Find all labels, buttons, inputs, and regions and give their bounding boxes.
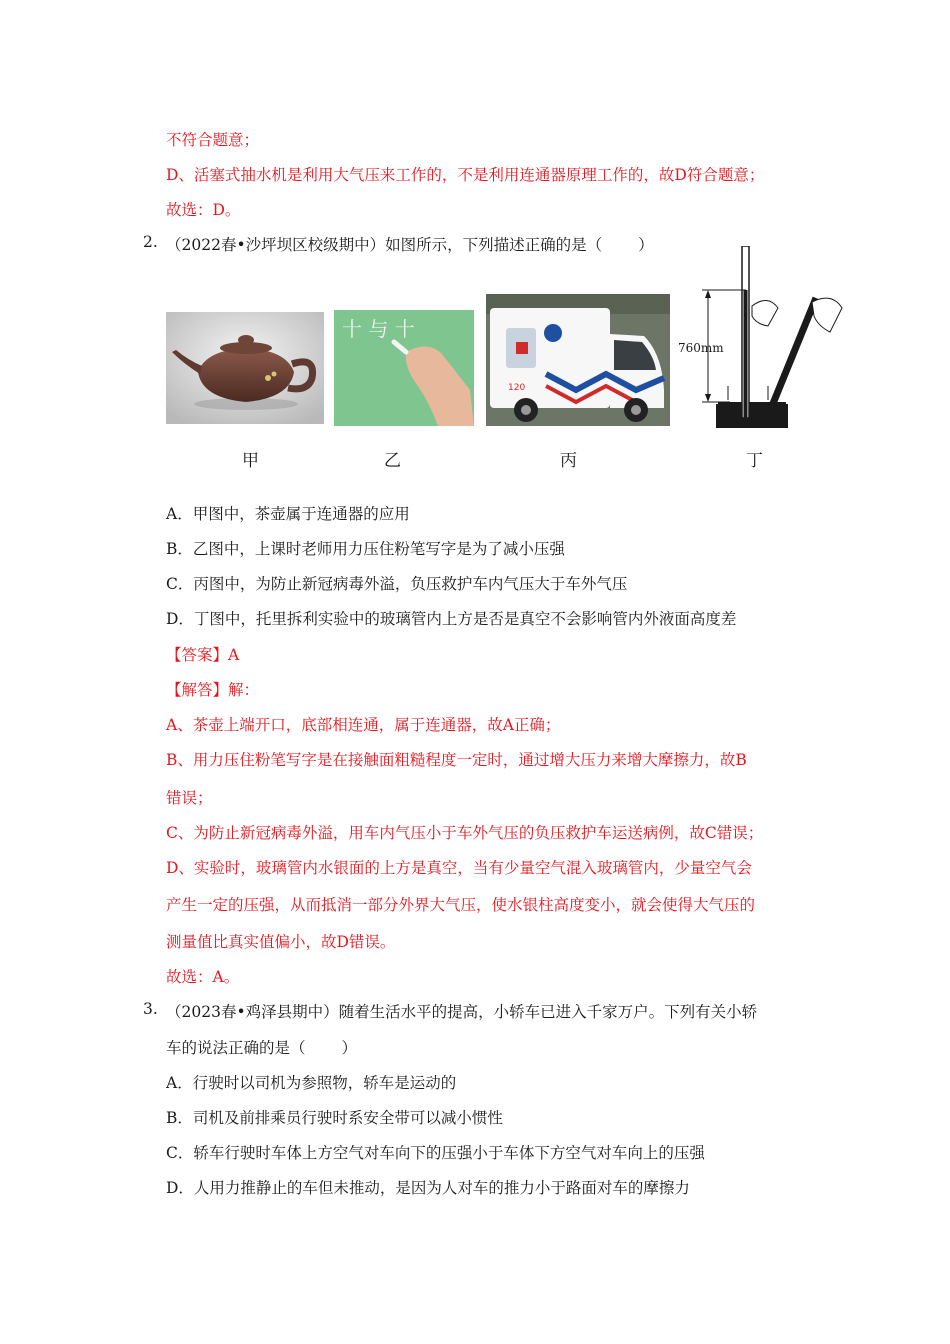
- question-stem: （2023春•鸡泽县期中）随着生活水平的提高，小轿车已进入千家万户。下列有关小轿: [166, 1003, 758, 1021]
- question-stem: （2022春•沙坪坝区校级期中）如图所示，下列描述正确的是（ ）: [166, 236, 654, 254]
- option-d: D．丁图中，托里拆利实验中的玻璃管内上方是否是真空不会影响管内外液面高度差: [166, 610, 737, 628]
- question-number: 3.: [143, 1000, 158, 1018]
- option-b: B．司机及前排乘员行驶时系安全带可以减小惯性: [166, 1109, 503, 1127]
- svg-text:十 与 十: 十 与 十: [342, 317, 415, 341]
- prev-solution-line: D、活塞式抽水机是利用大气压来工作的，不是利用连通器原理工作的，故D符合题意；: [166, 166, 765, 184]
- prev-solution-line: 不符合题意；: [166, 131, 260, 149]
- torricelli-tube-icon: [672, 246, 846, 432]
- option-d: D．人用力推静止的车但未推动，是因为人对车的推力小于路面对车的摩擦力: [166, 1179, 690, 1197]
- answer-line: 【答案】A: [166, 646, 240, 664]
- option-a: A．甲图中，茶壶属于连通器的应用: [166, 505, 410, 523]
- solution-header: 【解答】解：: [166, 681, 260, 699]
- option-b: B．乙图中，上课时老师用力压住粉笔写字是为了减小压强: [166, 540, 565, 558]
- height-annotation: 760mm: [678, 341, 724, 355]
- ambulance-icon: [486, 294, 670, 426]
- figure-label: 乙: [384, 451, 401, 471]
- solution-line: A、茶壶上端开口，底部相连通，属于连通器，故A正确；: [166, 716, 561, 734]
- solution-line: C、为防止新冠病毒外溢，用车内气压小于车外气压的负压救护车运送病例，故C错误；: [166, 824, 764, 842]
- figure-label: 甲: [242, 451, 259, 471]
- figure-label: 丁: [746, 451, 763, 471]
- question-figures: [166, 290, 846, 470]
- solution-conclusion: 故选：A。: [166, 968, 240, 986]
- option-a: A．行驶时以司机为参照物，轿车是运动的: [166, 1074, 457, 1092]
- svg-text:120: 120: [508, 383, 526, 393]
- solution-line: D、实验时，玻璃管内水银面的上方是真空，当有少量空气混入玻璃管内，少量空气会: [166, 859, 752, 877]
- solution-line: 产生一定的压强，从而抵消一部分外界大气压，使水银柱高度变小，就会使得大气压的: [166, 896, 756, 914]
- chalkboard-writing-icon: [334, 310, 474, 426]
- solution-line: 错误；: [166, 789, 213, 807]
- solution-line: B、用力压住粉笔写字是在接触面粗糙程度一定时，通过增大压力来增大摩擦力，故B: [166, 751, 747, 769]
- question-stem-continued: 车的说法正确的是（ ）: [166, 1039, 358, 1057]
- question-number: 2.: [143, 233, 158, 251]
- option-c: C．丙图中，为防止新冠病毒外溢，负压救护车内气压大于车外气压: [166, 575, 628, 593]
- solution-line: 测量值比真实值偏小，故D错误。: [166, 933, 396, 951]
- teapot-icon: [166, 312, 324, 424]
- figure-label: 丙: [560, 451, 577, 471]
- option-c: C．轿车行驶时车体上方空气对车向下的压强小于车体下方空气对车向上的压强: [166, 1144, 705, 1162]
- prev-solution-conclusion: 故选：D。: [166, 201, 241, 219]
